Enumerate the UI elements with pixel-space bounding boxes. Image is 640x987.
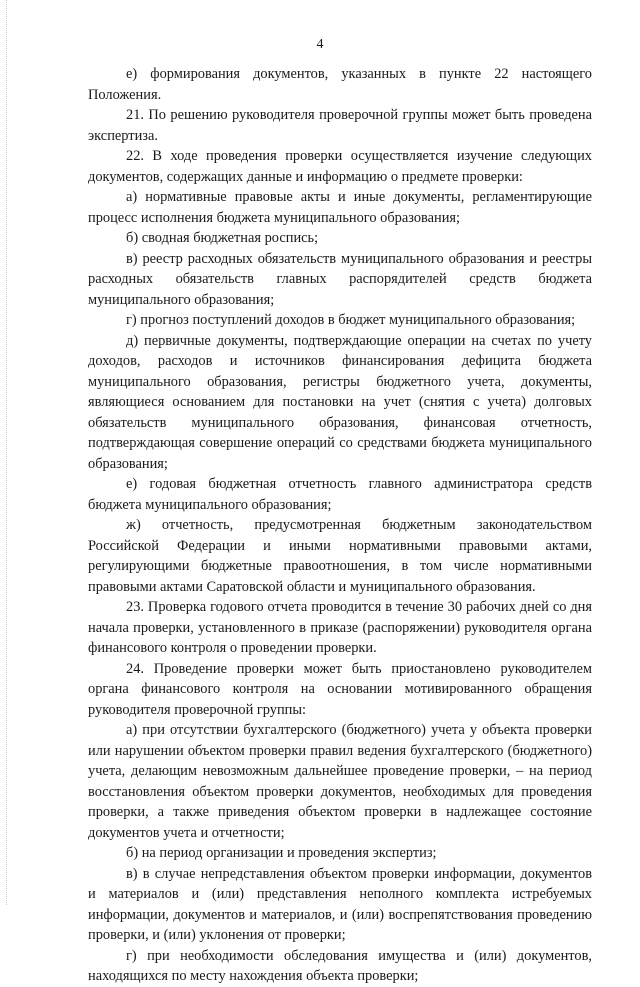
paragraph-24-a: а) при отсутствии бухгалтерского (бюджетного) учета у объекта проверки или нарушении объектом проверки правил ведения бухгалтерского (бюджетного) учета, делающим невозможным дальнейшее проведение проверки, – на период восстановления объектом проверки документов, необходимых для проведения проверки, а также приведения объектом проверки в надлежащее состояние документов учета и отчетности; <box>88 722 592 841</box>
paragraph-22-g: г) прогноз поступлений доходов в бюджет муниципального образования; <box>126 312 576 328</box>
scan-edge-divider <box>6 0 7 905</box>
paragraph-item-e-close: е) формирования документов, указанных в пункте 22 настоящего Положения. <box>88 66 592 103</box>
paragraph-22-e: е) годовая бюджетная отчетность главного администратора средств бюджета муниципального образования; <box>88 476 592 513</box>
paragraph-22-v: в) реестр расходных обязательств муниципального образования и реестры расходных обязательств главных распорядителей средств бюджета муниципального образования; <box>88 250 592 308</box>
paragraph-21: 21. По решению руководителя проверочной группы может быть проведена экспертиза. <box>88 107 592 144</box>
paragraph-24-v: в) в случае непредставления объектом проверки информации, документов и материалов и (или) представления неполного комплекта истребуемых информации, документов и материалов, и (или) воспрепятствования проведению проверки, и (или) уклонения от проверки; <box>88 865 592 943</box>
paragraph-22-b: б) сводная бюджетная роспись; <box>126 230 319 246</box>
paragraph-24: 24. Проведение проверки может быть приостановлено руководителем органа финансового контроля на основании мотивированного обращения руководителя проверочной группы: <box>88 660 592 718</box>
paragraph-23: 23. Проверка годового отчета проводится в течение 30 рабочих дней со дня начала проверки, установленного в приказе (распоряжении) руководителя органа финансового контроля о проведении проверки. <box>88 599 592 656</box>
paragraph-24-b: б) на период организации и проведения экспертиз; <box>126 845 437 861</box>
paragraph-24-g: г) при необходимости обследования имущества и (или) документов, находящихся по месту нахождения объекта проверки; <box>88 947 592 984</box>
paragraph-22-d: д) первичные документы, подтверждающие операции на счетах по учету доходов, расходов и источников финансирования дефицита бюджета муниципального образования, регистры бюджетного учета, документы, являющиеся основанием для постановки на учет (снятия с учета) долговых обязательств муниципального образования, финансовая отчетность, подтверждающая совершение операций со средствами бюджета муниципального образования; <box>88 332 592 472</box>
page-number: 4 <box>316 37 324 52</box>
paragraph-22-a: а) нормативные правовые акты и иные документы, регламентирующие процесс исполнения бюджета муниципального образования; <box>88 189 592 226</box>
paragraph-22-zh: ж) отчетность, предусмотренная бюджетным законодательством Российской Федерации и иными нормативными правовыми актами, регулирующими бюджетные правоотношения, в том числе нормативными правовыми актами Саратовской области и муниципального образования. <box>88 517 592 595</box>
paragraph-22: 22. В ходе проведения проверки осуществляется изучение следующих документов, содержащих данные и информацию о предмете проверки: <box>88 148 592 185</box>
document-body <box>88 64 592 987</box>
